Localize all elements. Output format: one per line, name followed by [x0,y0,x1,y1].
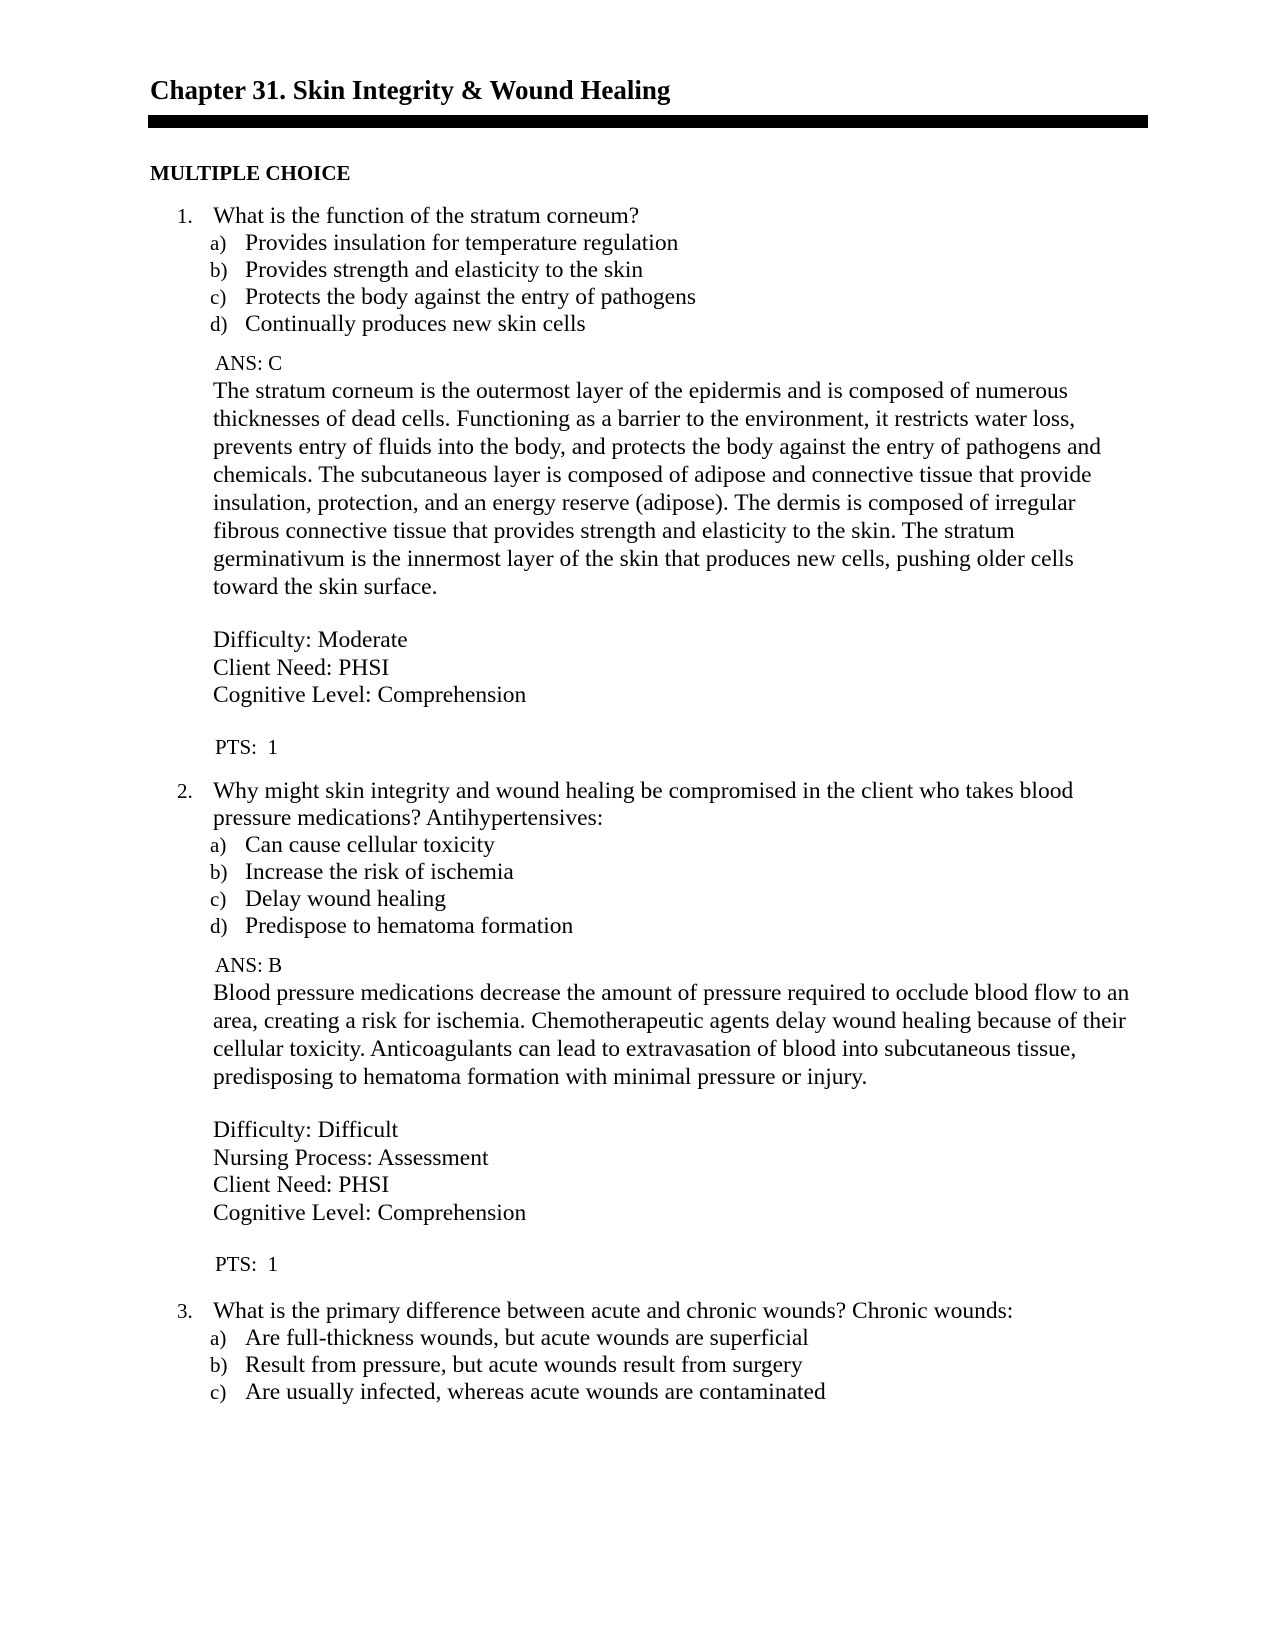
option-text: Provides insulation for temperature regulation [245,230,679,256]
option-d [175,913,1150,940]
option-c [175,1379,1150,1406]
option-text: Are usually infected, whereas acute wounds are contaminated [245,1379,826,1405]
option-letter: a) [210,833,227,857]
points: PTS: 1 [215,1252,279,1276]
option-c [175,886,1150,913]
question-stem [175,1298,1150,1325]
option-b [175,859,1150,886]
metadata-client-need: Client Need: PHSI [213,654,390,681]
answer-options [175,832,1150,940]
question-2 [175,778,1150,1278]
question-3 [175,1298,1150,1406]
question-metadata [213,627,1150,710]
option-letter: a) [210,1326,227,1350]
option-letter: d) [210,914,228,938]
option-text: Can cause cellular toxicity [245,832,495,858]
answer-block [175,350,1150,761]
option-letter: b) [210,258,228,282]
question-number: 2. [177,779,193,803]
option-letter: d) [210,312,228,336]
section-title: MULTIPLE CHOICE [150,161,351,185]
option-b [175,1352,1150,1379]
option-letter: b) [210,860,228,884]
question-number: 1. [177,204,193,228]
answer-key: ANS: B [215,953,283,977]
option-text: Predispose to hematoma formation [245,913,574,939]
option-text: Result from pressure, but acute wounds result from surgery [245,1352,803,1378]
option-letter: a) [210,231,227,255]
metadata-cognitive-level: Cognitive Level: Comprehension [213,1199,527,1226]
answer-key: ANS: C [215,351,283,375]
title-divider [148,115,1148,128]
question-text: What is the function of the stratum corneum? [213,203,640,229]
option-text: Protects the body against the entry of pathogens [245,284,696,310]
answer-options [175,1325,1150,1406]
rationale: Blood pressure medications decrease the amount of pressure required to occlude blood flow to an area, creating a risk for ischemia. Chemotherapeutic agents delay wound healing because of their cellular toxicity. Anticoagulants can lead to extravasation of blood into subcutaneous tissue, predisposing to hematoma formation with minimal pressure or injury. [213,980,1130,1090]
option-a [175,1325,1150,1352]
answer-options [175,230,1150,338]
option-b [175,257,1150,284]
metadata-nursing-process: Nursing Process: Assessment [213,1144,489,1171]
option-text: Are full-thickness wounds, but acute wounds are superficial [245,1325,809,1351]
question-metadata [213,1117,1150,1227]
option-text: Delay wound healing [245,886,447,912]
option-letter: b) [210,1353,228,1377]
option-text: Increase the risk of ischemia [245,859,514,885]
metadata-difficulty: Difficulty: Moderate [213,627,408,653]
option-text: Provides strength and elasticity to the skin [245,257,644,283]
option-a [175,230,1150,257]
option-letter: c) [210,887,227,911]
question-stem [175,778,1150,832]
metadata-cognitive-level: Cognitive Level: Comprehension [213,682,527,708]
question-1 [175,203,1150,761]
question-stem [175,203,1150,230]
points: PTS: 1 [215,734,279,759]
metadata-difficulty: Difficulty: Difficult [213,1117,399,1143]
answer-block [175,952,1150,1278]
metadata-client-need: Client Need: PHSI [213,1172,390,1198]
option-c [175,284,1150,311]
question-number: 3. [177,1299,193,1323]
option-a [175,832,1150,859]
question-text: What is the primary difference between acute and chronic wounds? Chronic wounds: [213,1298,1014,1324]
option-text: Continually produces new skin cells [245,311,586,337]
option-d [175,311,1150,338]
question-text: Why might skin integrity and wound healing be compromised in the client who takes blood pressure medications? Antihypertensives: [213,778,1074,831]
rationale: The stratum corneum is the outermost layer of the epidermis and is composed of numerous thicknesses of dead cells. Functioning as a barrier to the environment, it restricts water loss, prevents entry of fluids into the body, and protects the body against the entry of pathogens and chemicals. The subcutaneous layer is composed of adipose and connective tissue that provide insulation, protection, and an energy reserve (adipose). The dermis is composed of irregular fibrous connective tissue that provides strength and elasticity to the skin. The stratum germinativum is the innermost layer of the skin that produces new cells, pushing older cells toward the skin surface. [213,378,1101,600]
option-letter: c) [210,285,227,309]
chapter-title: Chapter 31. Skin Integrity & Wound Healing [150,75,671,105]
option-letter: c) [210,1380,227,1404]
